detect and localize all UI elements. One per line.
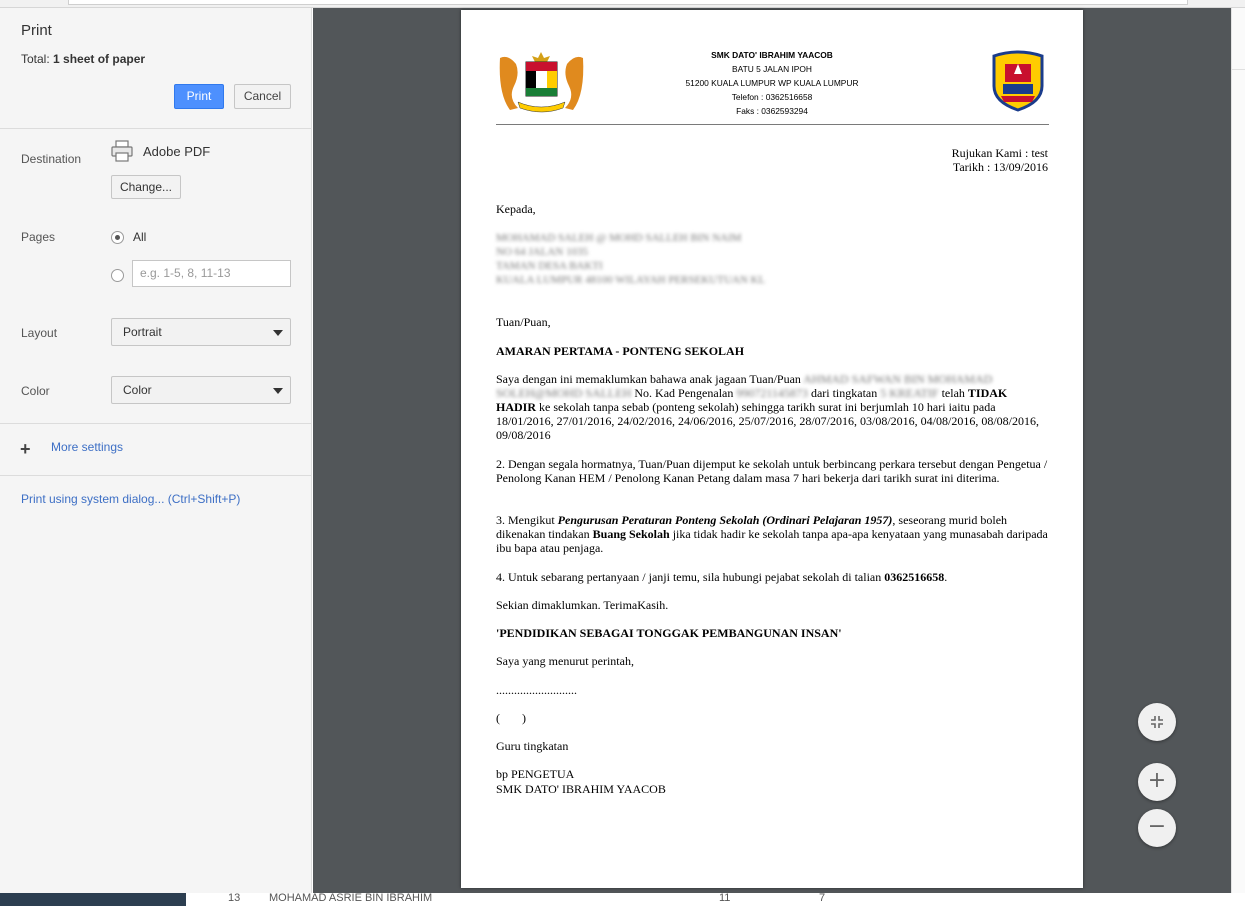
paragraph-4: 4. Untuk sebarang pertanyaan / janji temu, sila hubungi pejabat sekolah di talian 0362516658.: [496, 570, 948, 584]
salutation: Tuan/Puan,: [496, 315, 551, 329]
cancel-button[interactable]: Cancel: [234, 84, 291, 109]
signer-role: Guru tingkatan: [496, 739, 569, 753]
layout-label: Layout: [21, 326, 58, 340]
pages-input[interactable]: e.g. 1-5, 8, 11-13: [132, 260, 291, 287]
print-settings-panel: [0, 8, 312, 893]
system-dialog-link[interactable]: Print using system dialog... (Ctrl+Shift+P): [21, 492, 241, 506]
address-bar[interactable]: [68, 0, 1188, 5]
recipient-address: MOHAMAD SALEH @ MOHD SALLEH BIN NAIM NO 64 JALAN 1035 TAMAN DESA BAKTI KUALA LUMPUR 48100 WILAYAH PERSEKUTUAN KL: [496, 232, 766, 286]
obey-line: Saya yang menurut perintah,: [496, 654, 634, 668]
zoom-in-button[interactable]: [1138, 763, 1176, 801]
reference-block: Rujukan Kami : test Tarikh : 13/09/2016: [951, 146, 1048, 174]
background-page-edge: [1231, 8, 1245, 906]
color-label: Color: [21, 384, 50, 398]
pages-all-radio[interactable]: [111, 231, 124, 244]
school-motto: 'PENDIDIKAN SEBAGAI TONGGAK PEMBANGUNAN INSAN': [496, 626, 842, 640]
closing-line: Sekian dimaklumkan. TerimaKasih.: [496, 598, 669, 612]
signature-dots: ...........................: [496, 683, 577, 697]
background-page-row: [0, 893, 1245, 906]
zoom-out-button[interactable]: [1138, 809, 1176, 847]
preview-page: [461, 10, 1083, 888]
chevron-down-icon: [273, 330, 283, 336]
pages-custom-radio[interactable]: [111, 269, 124, 282]
chevron-down-icon: [273, 388, 283, 394]
signature-name: ( ): [496, 711, 526, 725]
letterhead: SMK DATO' IBRAHIM YAACOB BATU 5 JALAN IPOH 51200 KUALA LUMPUR WP KUALA LUMPUR Telefon : 0362516658 Faks : 0362593294: [685, 50, 859, 116]
letter-subject: AMARAN PERTAMA - PONTENG SEKOLAH: [496, 344, 745, 358]
paragraph-2: 2. Dengan segala hormatnya, Tuan/Puan dijemput ke sekolah untuk berbincang perkara tersebut dengan Pengetua / Penolong Kanan HEM / Penolong Kanan Petang dalam masa 7 hari bekerja dari tarikh surat ini diterima.: [496, 457, 1048, 485]
plus-icon[interactable]: +: [20, 439, 31, 459]
to-line: Kepada,: [496, 202, 536, 216]
paragraph-3: 3. Mengikut Pengurusan Peraturan Ponteng Sekolah (Ordinari Pelajaran 1957), seseorang murid boleh dikenakan tindakan Buang Sekolah jika tidak hadir ke sekolah tanpa apa-apa kenyataan yang munasabah daripada ibu bapa atau penjaga.: [496, 513, 1048, 555]
print-preview-area: [313, 8, 1231, 893]
signer-bp: bp PENGETUA: [496, 767, 575, 781]
change-destination-button[interactable]: Change...: [111, 175, 181, 199]
print-title: Print: [21, 22, 52, 39]
school-crest-logo: [991, 50, 1045, 112]
plus-icon: +: [1147, 768, 1167, 793]
letterhead-divider: [496, 124, 1049, 125]
signer-school: SMK DATO' IBRAHIM YAACOB: [496, 782, 666, 796]
print-button[interactable]: Print: [174, 84, 224, 109]
color-select[interactable]: Color: [111, 376, 291, 404]
table-row: 13 MOHAMAD ASRIE BIN IBRAHIM 11 7: [228, 893, 826, 904]
total-sheets: Total: 1 sheet of paper: [21, 52, 146, 66]
paragraph-1: Saya dengan ini memaklumkan bahawa anak jagaan Tuan/Puan AHMAD SAFWAN BIN MOHAMAD SOLEH@MOHD SALLEH No. Kad Pengenalan 990721145873 dari tingkatan 5 KREATIF telah TIDAK HADIR ke sekolah tanpa sebab (ponteng sekolah) sehingga tarikh surat ini berjumlah 10 hari iaitu pada 18/01/2016, 27/01/2016, 24/02/2016, 24/06/2016, 25/07/2016, 28/07/2016, 03/08/2016, 04/08/2016, 08/08/2016, 09/08/2016: [496, 372, 1040, 442]
pages-all-label: All: [133, 230, 147, 244]
layout-select[interactable]: Portrait: [111, 318, 291, 346]
pages-label: Pages: [21, 230, 56, 244]
printer-icon: [111, 140, 133, 162]
fit-to-page-button[interactable]: [1138, 703, 1176, 741]
browser-toolbar: [0, 0, 1245, 8]
destination-name: Adobe PDF: [143, 144, 211, 159]
destination-label: Destination: [21, 152, 82, 166]
more-settings-link[interactable]: More settings: [51, 440, 124, 454]
minus-icon: −: [1147, 814, 1167, 839]
shrink-icon: [1150, 715, 1164, 729]
